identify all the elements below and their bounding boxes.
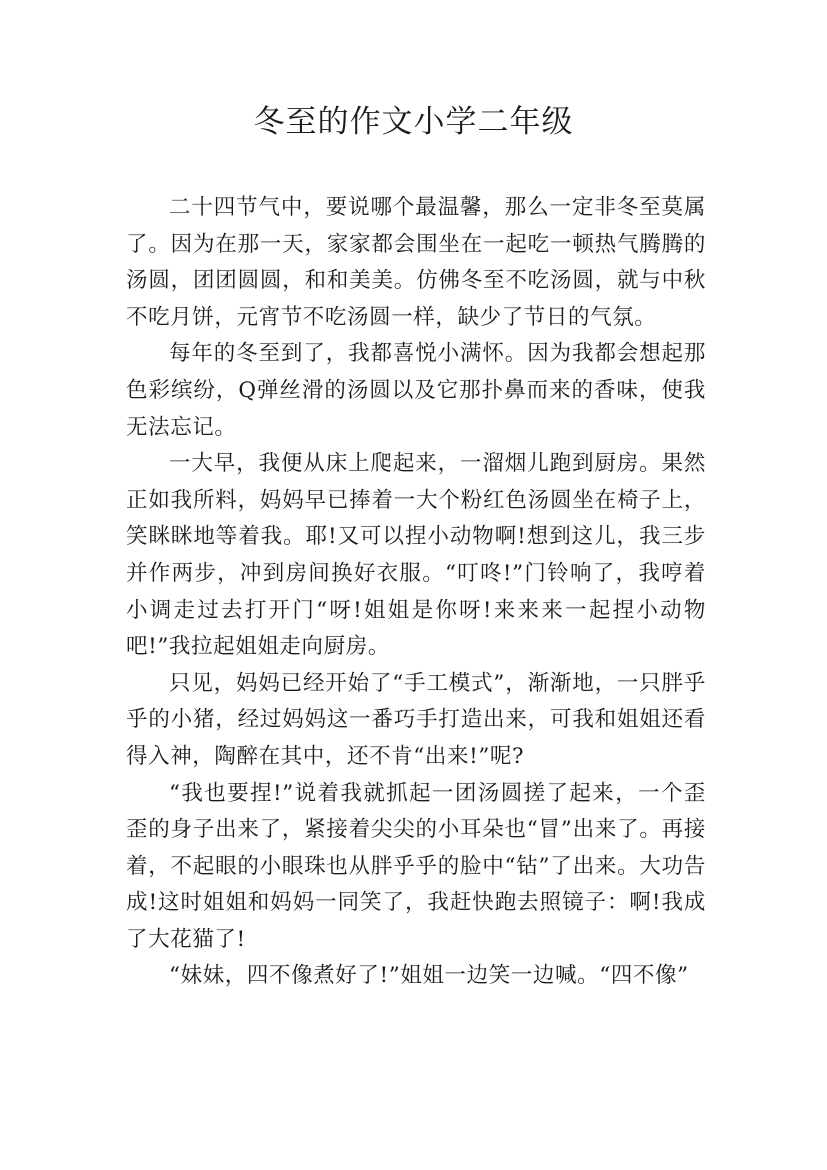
document-body	[126, 190, 706, 995]
paragraph-3: 一大早，我便从床上爬起来，一溜烟儿跑到厨房。果然正如我所料，妈妈早已捧着一大个粉红色汤圆坐在椅子上，笑眯眯地等着我。耶!又可以捏小动物啊!想到这儿，我三步并作两步，冲到房间换好衣服。“叮咚!”门铃响了，我哼着小调走过去打开门“呀!姐姐是你呀!来来来一起捏小动物吧!”我拉起姐姐走向厨房。	[126, 451, 706, 660]
paragraph-4: 只见，妈妈已经开始了“手工模式”，渐渐地，一只胖乎乎的小猪，经过妈妈这一番巧手打造出来，可我和姐姐还看得入神，陶醉在其中，还不肯“出来!”呢?	[126, 670, 706, 769]
paragraph-6: “妹妹，四不像煮好了!”姐姐一边笑一边喊。“四不像”	[169, 963, 689, 989]
paragraph-5: “我也要捏!”说着我就抓起一团汤圆搓了起来，一个歪歪的身子出来了，紧接着尖尖的小耳朵也“冒”出来了。再接着，不起眼的小眼珠也从胖乎乎的脸中“钻”了出来。大功告成!这时姐姐和妈妈一同笑了，我赶快跑去照镜子：啊!我成了大花猫了!	[126, 780, 706, 952]
paragraph-1: 二十四节气中，要说哪个最温馨，那么一定非冬至莫属了。因为在那一天，家家都会围坐在一起吃一顿热气腾腾的汤圆，团团圆圆，和和美美。仿佛冬至不吃汤圆，就与中秋不吃月饼，元宵节不吃汤圆一样，缺少了节日的气氛。	[126, 195, 706, 330]
paragraph-2: 每年的冬至到了，我都喜悦小满怀。因为我都会想起那色彩缤纷，Q弹丝滑的汤圆以及它那扑鼻而来的香味，使我无法忘记。	[126, 341, 706, 440]
document-title: 冬至的作文小学二年级	[253, 104, 574, 140]
